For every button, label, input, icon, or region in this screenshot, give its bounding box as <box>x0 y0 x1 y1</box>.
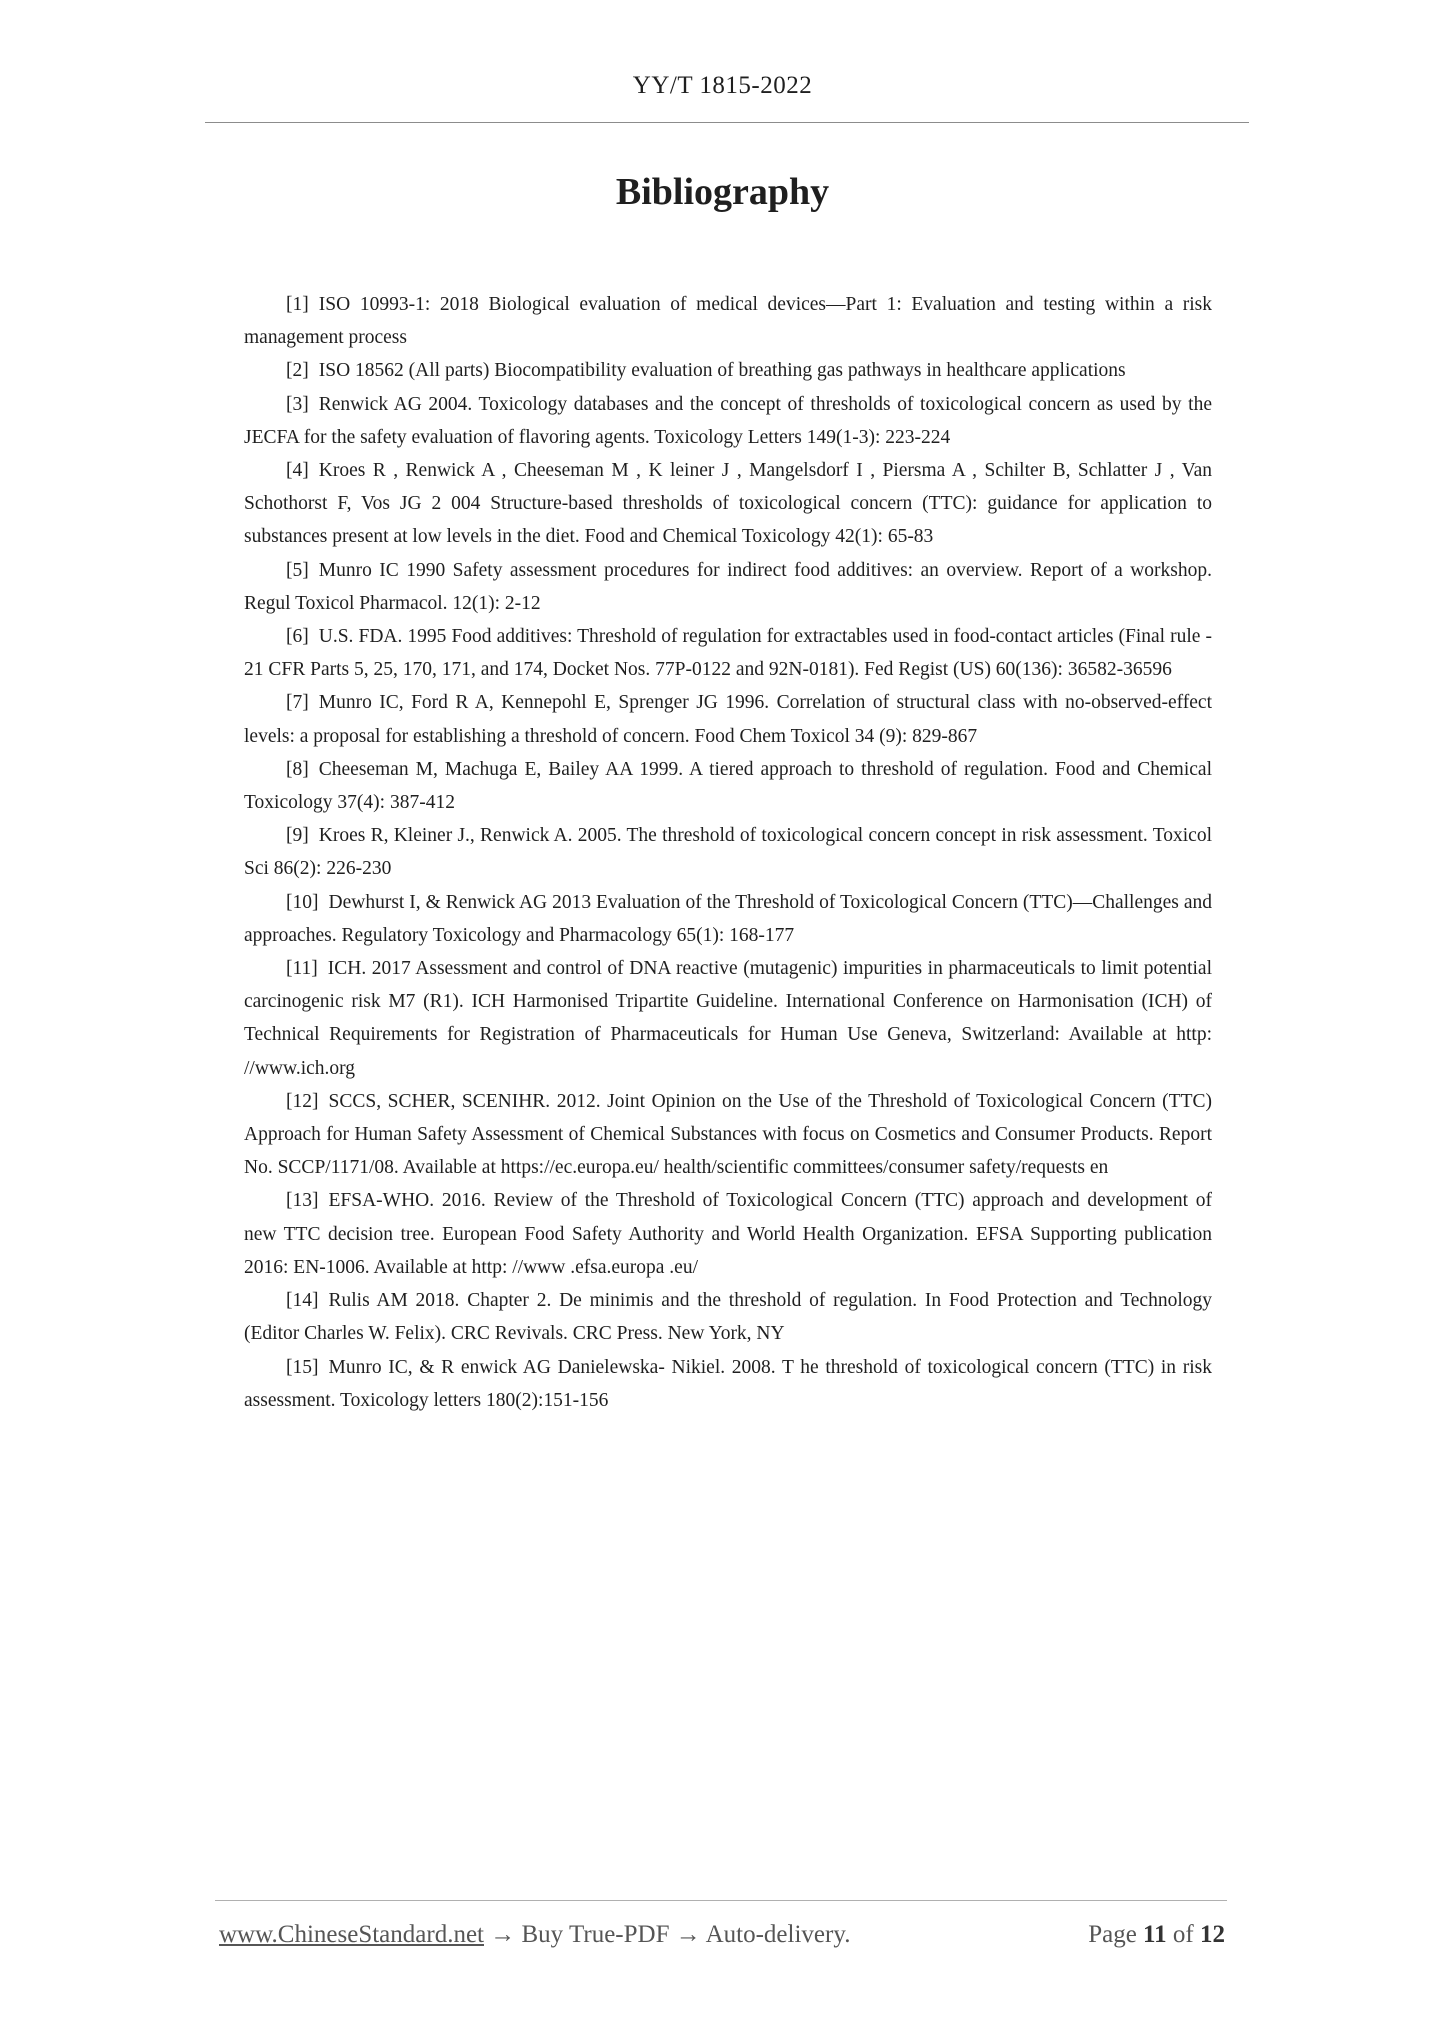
reference-text: ISO 18562 (All parts) Biocompatibility evaluation of breathing gas pathways in healthcare applications <box>318 360 1126 382</box>
reference-item <box>244 288 1212 354</box>
reference-item <box>244 1085 1212 1185</box>
arrow-right-icon: → <box>675 1921 701 1948</box>
reference-text: Cheeseman M, Machuga E, Bailey AA 1999. A tiered approach to threshold of regulation. Food and Chemical Toxicology 37(4): 387-412 <box>244 758 1212 814</box>
reference-item <box>244 819 1212 885</box>
reference-item <box>244 952 1212 1085</box>
reference-number: [7] <box>286 692 309 714</box>
reference-number: [5] <box>286 559 309 581</box>
reference-number: [10] <box>286 891 319 913</box>
reference-text: Renwick AG 2004. Toxicology databases and the concept of thresholds of toxicological concern as used by the JECFA for the safety evaluation of flavoring agents. Toxicology Letters 149(1-3): 223-224 <box>244 393 1212 448</box>
page-total: 12 <box>1200 1921 1225 1948</box>
reference-text: Kroes R, Kleiner J., Renwick A. 2005. The threshold of toxicological concern concept in risk assessment. Toxicol Sci 86(2): 226-230 <box>244 825 1212 880</box>
reference-number: [3] <box>286 393 309 415</box>
page-title: Bibliography <box>615 171 830 213</box>
reference-item <box>244 753 1212 819</box>
reference-text: U.S. FDA. 1995 Food additives: Threshold of regulation for extractables used in food-contact articles (Final rule - 21 CFR Parts 5, 25, 170, 171, and 174, Docket Nos. 77P-0122 and 92N-0181). Fed Regist (US) 60(136): 36582-36596 <box>244 626 1212 681</box>
site-link[interactable]: www.ChineseStandard.net <box>219 1921 484 1948</box>
reference-item <box>244 1184 1212 1284</box>
reference-number: [13] <box>286 1190 319 1212</box>
of-word: of <box>1172 1921 1194 1948</box>
reference-text: Munro IC, Ford R A, Kennepohl E, Sprenger JG 1996. Correlation of structural class with no-observed-effect levels: a proposal for establishing a threshold of concern. Food Chem Toxicol 34 (9): 829-867 <box>244 692 1212 747</box>
reference-number: [9] <box>286 825 309 847</box>
reference-item <box>244 886 1212 952</box>
reference-item <box>244 1351 1212 1417</box>
reference-number: [6] <box>286 626 309 648</box>
reference-text: SCCS, SCHER, SCENIHR. 2012. Joint Opinion on the Use of the Threshold of Toxicological Concern (TTC) Approach for Human Safety Assessment of Chemical Substances with focus on Cosmetics and Consumer Products. Report No. SCCP/1171/08. Available at https://ec.europa.eu/ health/scientific committees/consumer safety/requests en <box>244 1090 1212 1179</box>
reference-text: ICH. 2017 Assessment and control of DNA reactive (mutagenic) impurities in pharmaceuticals to limit potential carcinogenic risk M7 (R1). ICH Harmonised Tripartite Guideline. International Conference on Harmonisation (ICH) of Technical Requirements for Registration of Pharmaceuticals for Human Use Geneva, Switzerland: Available at http: //www.ich.org <box>244 958 1212 1079</box>
reference-item <box>244 454 1212 554</box>
reference-text: EFSA-WHO. 2016. Review of the Threshold of Toxicological Concern (TTC) approach and development of new TTC decision tree. European Food Safety Authority and World Health Organization. EFSA Supporting publication 2016: EN-1006. Available at http: //www .efsa.europa .eu/ <box>244 1190 1212 1278</box>
reference-text: Kroes R , Renwick A , Cheeseman M , K leiner J , Mangelsdorf I , Piersma A , Schilter B, Schlatter J , Van Schothorst F, Vos JG 2 004 Structure-based thresholds of toxicological concern (TTC): guidance for application to substances present at low levels in the diet. Food and Chemical Toxicology 42(1): 65-83 <box>244 460 1212 548</box>
reference-item <box>244 354 1212 387</box>
delivery-text: Auto-delivery. <box>705 1921 851 1948</box>
reference-number: [2] <box>286 360 309 382</box>
arrow-right-icon: → <box>490 1921 516 1948</box>
reference-number: [4] <box>286 460 309 482</box>
reference-text: Munro IC, & R enwick AG Danielewska- Nikiel. 2008. T he threshold of toxicological concern (TTC) in risk assessment. Toxicology letters 180(2):151-156 <box>244 1356 1212 1411</box>
reference-item <box>244 554 1212 620</box>
reference-number: [12] <box>286 1090 319 1112</box>
reference-number: [11] <box>286 958 318 980</box>
reference-number: [8] <box>286 758 309 780</box>
reference-number: [14] <box>286 1290 319 1312</box>
reference-text: Dewhurst I, & Renwick AG 2013 Evaluation of the Threshold of Toxicological Concern (TTC)—Challenges and approaches. Regulatory Toxicology and Pharmacology 65(1): 168-177 <box>244 891 1212 946</box>
reference-item <box>244 620 1212 686</box>
buy-text: Buy True-PDF <box>521 1921 670 1948</box>
page-current: 11 <box>1143 1921 1167 1948</box>
reference-item <box>244 1284 1212 1350</box>
reference-list <box>244 288 1212 1417</box>
page-counter <box>1088 1921 1225 1949</box>
page-header-standard-code: YY/T 1815-2022 <box>632 72 813 99</box>
reference-item <box>244 388 1212 454</box>
reference-text: Munro IC 1990 Safety assessment procedures for indirect food additives: an overview. Report of a workshop. Regul Toxicol Pharmacol. 12(1): 2-12 <box>244 559 1212 614</box>
reference-number: [15] <box>286 1356 319 1378</box>
footer-divider <box>215 1900 1227 1901</box>
reference-item <box>244 686 1212 752</box>
header-divider <box>205 122 1249 123</box>
footer-promo <box>219 1921 850 1949</box>
page-word: Page <box>1088 1921 1137 1948</box>
reference-text: ISO 10993-1: 2018 Biological evaluation of medical devices—Part 1: Evaluation and testing within a risk management process <box>244 294 1212 349</box>
reference-text: Rulis AM 2018. Chapter 2. De minimis and the threshold of regulation. In Food Protection and Technology (Editor Charles W. Felix). CRC Revivals. CRC Press. New York, NY <box>244 1290 1212 1345</box>
reference-number: [1] <box>286 294 309 315</box>
